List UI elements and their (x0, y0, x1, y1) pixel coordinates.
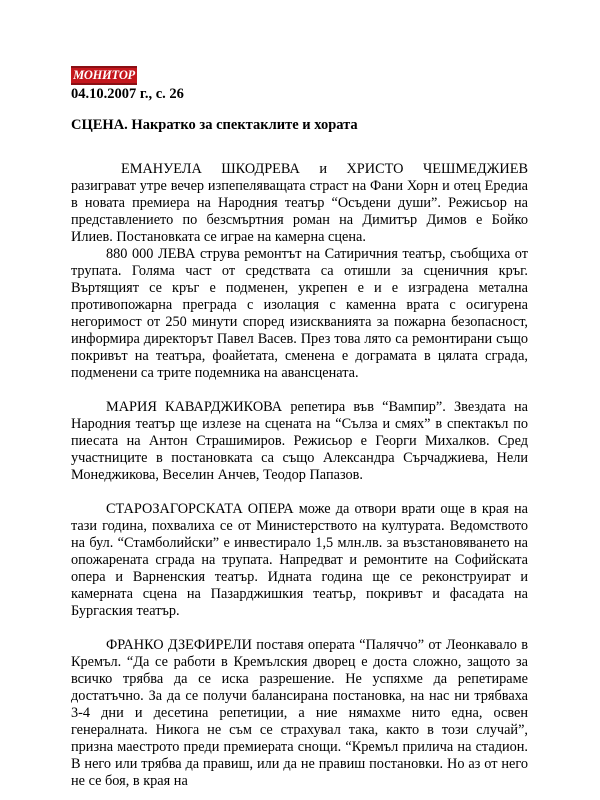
newspaper-logo (71, 66, 137, 85)
paragraph-zeffirelli: ФРАНКО ДЗЕФИРЕЛИ поставя операта “Паляччо” от Леонкавало в Кремъл. “Да се работи в Кремълския дворец е доста сложно, защото за всичко трябва да се иска разрешение. Не успяхме да репетираме достатъчно. За да се получи балансирана постановка, на нас ни трябваха 3-4 дни и десетина репетиции, а ние нямахме нито една, освен генералната. Никога не съм се страхувал така, както в този случай”, призна маестрото преди премиерата снощи. “Кремъл прилича на стадион. В него или трябва да правиш, или да не правиш постановки. Но аз от него не се боя, в края на (71, 637, 528, 789)
paragraph-kavardzhikova: МАРИЯ КАВАРДЖИКОВА репетира във “Вампир”. Звездата на Народния театър ще излезе на сцената на “Сълза и смях” в спектакъл по пиесата на Антон Страшимиров. Режисьор е Георги Михалков. Сред участниците в постановката са също Александра Сърчаджиева, Нели Монеджикова, Веселин Анчев, Теодор Папазов. (71, 399, 528, 483)
article-body (71, 161, 528, 790)
paragraph-shkodreva: ЕМАНУЕЛА ШКОДРЕВА и ХРИСТО ЧЕШМЕДЖИЕВ разиграват утре вечер изпепеляващата страст на Фани Хорн и отец Ередиа в новата премиера на Народния театър “Осъдени души”. Режисьор на представлението по безсмъртния роман на Димитър Димов е Бойко Илиев. Постановката се играе на камерна сцена. (71, 161, 528, 245)
section-title: СЦЕНА. Накратко за спектаклите и хората (71, 117, 358, 133)
publication-date: 04.10.2007 г., с. 26 (71, 86, 184, 102)
logo-text: МОНИТОР (73, 68, 135, 83)
paragraph-satirical-theatre: 880 000 ЛЕВА струва ремонтът на Сатиричния театър, съобщиха от трупата. Голяма част от средствата са отишли за сценичния кръг. Въртящият се кръг е подменен, укрепен е и е изградена метална противопожарна преграда с изолация с каменна врата с осигурена негоримост от 250 минути според изискванията за пожарна безопасност, информира директорът Павел Васев. През това лято са ремонтирани също покривът на театъра, фоайетата, сменена е дограмата в цялата сграда, подменени са трите подемника на авансцената. (71, 246, 528, 381)
paragraph-stara-zagora-opera: СТАРОЗАГОРСКАТА ОПЕРА може да отвори врати още в края на тази година, похвалиха се от Министерството на културата. Ведомството на бул. “Стамболийски” е инвестирало 1,5 млн.лв. за възстановяването на опожарената сграда на трупата. Напредват и ремонтите на Софийската опера и Варненския театър. Идната година ще се реконструират и камерната сцена на Пазарджишкия театър, покривът и фасадата на Бургаския театър. (71, 501, 528, 619)
